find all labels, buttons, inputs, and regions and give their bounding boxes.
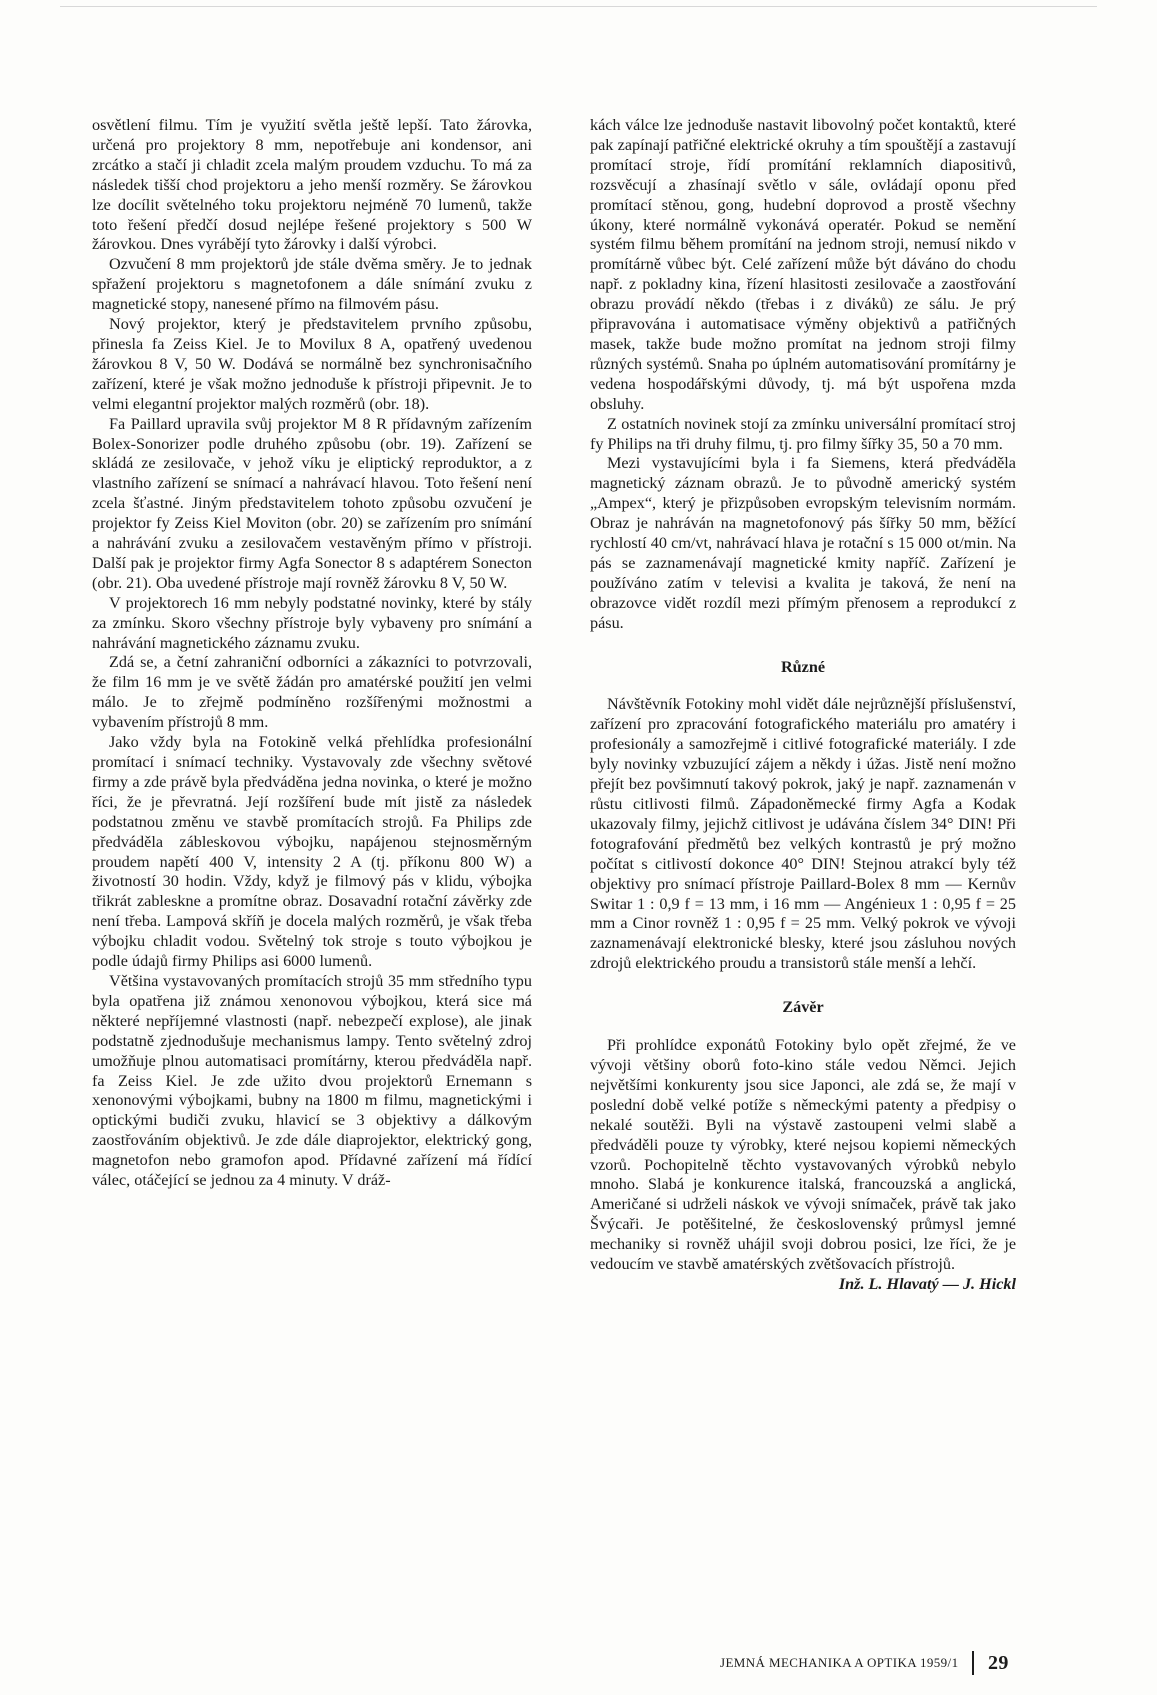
section-heading-zaver: Závěr (782, 998, 824, 1017)
paragraph: Fa Paillard upravila svůj projektor M 8 R přídavným zařízením Bolex-Sonorizer podle druhého způsobu (obr. 19). Zařízení se skládá ze zesilovače, v jehož víku je eliptický reproduktor, a z vlastního zařízení se snímací a nahrávací hlavou. Toto řešení není zcela šťastné. Jiným představitelem tohoto způsobu ozvučení je projektor fy Zeiss Kiel Moviton (obr. 20) se zařízením pro snímání a nahrávání zvuku a zesilovačem vestavěným přímo v přístroji. Další pak je projektor firmy Agfa Sonector 8 s adaptérem Sonecton (obr. 21). Oba uvedené přístroje mají rovněž žárovku 8 V, 50 W. (92, 414, 532, 592)
footer-divider (972, 1651, 974, 1675)
paragraph: Většina vystavovaných promítacích strojů 35 mm středního typu byla opatřena již známou xenonovou výbojkou, která sice má některé nepříjemné vlastnosti (např. nebezpečí explose), ale jinak podstatně zjednodušuje mechanismus lampy. Tento světelný zdroj umožňuje plnou automatisaci promítárny, kterou předváděla např. fa Zeiss Kiel. Je zde užito dvou projektorů Ernemann s xenonovými výbojkami, bubny na 1800 m filmu, magnetickými i optickými budiči zvuku, hlavicí se 3 objektivy a dálkovým zaostřováním objektivů. Je zde dále diaprojektor, elektrický gong, magnetofon nebo gramofon apod. Přídavné zařízení má řídící válec, otáčející se jednou za 4 minuty. V dráž- (92, 971, 532, 1190)
paragraph: osvětlení filmu. Tím je využití světla ještě lepší. Tato žárovka, určená pro projektory 8 mm, nepotřebuje ani kondensor, ani zrcátko a stačí ji chladit zcela malým proudem vzduchu. To má za následek tišší chod projektoru a jeho menší rozměry. Se žárovkou lze docílit světelného toku projektoru nejméně 70 lumenů, takže toto řešení předčí dosud nejlépe řešené projektory s 500 W žárovkou. Dnes vyrábějí tyto žárovky i další výrobci. (92, 116, 532, 254)
page-number: 29 (987, 1651, 1009, 1674)
paragraph: Zdá se, a četní zahraniční odborníci a zákazníci to potvrzovali, že film 16 mm je ve světě žádán pro amatérské použití jen velmi málo. Je to zřejmě podmíněno rozšířenými možnostmi a vybavením přístrojů 8 mm. (92, 653, 532, 732)
paragraph: Při prohlídce exponátů Fotokiny bylo opět zřejmé, že ve vývoji většiny oborů foto-kino stále vedou Němci. Jejich největšími konkurenty jsou sice Japonci, ale zdá se, že mají v poslední době velké potíže s německými patenty a předpisy o nekalé soutěži. Byli na výstavě zastoupeni velmi slabě a předváděli pouze ty výrobky, které nejsou kopiemi německých vzorů. Pochopitelně těchto vystavovaných výrobků nebylo mnoho. Slabá je konkurence italská, francouzská a anglická, Američané si udrželi náskok ve vývoji snímaček, právě tak jako Švýcaři. Je potěšitelné, že československý průmysl jemné mechaniky si rovněž uhájil svoji dobrou posici, lze říci, že je vedoucím ve stavbě amatérských zvětšovacích přístrojů. (590, 1036, 1016, 1274)
author-signature: Inž. L. Hlavatý — J. Hickl (838, 1274, 1016, 1293)
paragraph: Ozvučení 8 mm projektorů jde stále dvěma směry. Je to jednak spřažení projektoru s magnetofonem a dále snímání zvuku z magnetické stopy, nanesené přímo na filmovém pásu. (92, 255, 532, 314)
paragraph: Z ostatních novinek stojí za zmínku universální promítací stroj fy Philips na tři druhy filmu, tj. pro filmy šířky 35, 50 a 70 mm. (590, 414, 1016, 453)
paragraph: Jako vždy byla na Fotokině velká přehlídka profesionální promítací i snímací techniky. Vystavovaly zde všechny světové firmy a zde právě byla předváděna jedna novinka, o které je možno říci, že je převratná. Její rozšíření bude mít jistě za následek podstatnou změnu ve stavbě promítacích strojů. Fa Philips zde předváděla zábleskovou výbojku, napájenou stejnosměrným proudem napětí 400 V, intensity 2 A (tj. příkonu 800 W) a životností 30 hodin. Vždy, když je filmový pás v klidu, výbojka třikrát zableskne a promítne obraz. Dosavadní rotační závěrky zde není třeba. Lampová skříň je docela malých rozměrů, je však třeba výbojku chladit vodou. Světelný tok stroje s touto výbojkou je podle údajů firmy Philips asi 6000 lumenů. (92, 733, 532, 971)
journal-title: JEMNÁ MECHANIKA A OPTIKA 1959/1 (720, 1655, 959, 1670)
paragraph: kách válce lze jednoduše nastavit libovolný počet kontaktů, které pak zapínají patřičné elektrické okruhy a tím spouštějí a zastavují promítací stroje, řídí promítání reklamních diapositivů, rozsvěcují a zhasínají světlo v sále, ovládají oponu před promítací stěnou, gong, hudební doprovod a prostě všechny úkony, které normálně vykonává operatér. Pokud se nemění systém filmu během promítání na jednom stroji, nemusí nikdo v promítárně vůbec být. Celé zařízení může být dáváno do chodu např. z pokladny kina, řízení hlasitosti zesilovače a zaostřování obrazu provádí někdo (třebas i z diváků) ze sálu. Je prý připravována i automatisace výměny objektivů a patřičných masek, takže bude možno promítat na jednom stroji filmy různých systémů. Snaha po úplném automatisování promítárny je vedena hospodářskými důvody, tj. má být uspořena mzda obsluhy. (590, 116, 1016, 413)
paragraph: V projektorech 16 mm nebyly podstatné novinky, které by stály za zmínku. Skoro všechny přístroje byly vybaveny pro snímání a nahrávání magnetického záznamu zvuku. (92, 593, 532, 652)
top-rule (60, 6, 1097, 7)
page-footer (720, 1651, 1009, 1675)
paragraph: Nový projektor, který je představitelem prvního způsobu, přinesla fa Zeiss Kiel. Je to Movilux 8 A, opatřený uvedenou žárovkou 8 V, 50 W. Dodává se normálně bez synchronisačního zařízení, které je však možno jednoduše k přístroji připevnit. Je to velmi elegantní projektor malých rozměrů (obr. 18). (92, 315, 532, 413)
paragraph: Mezi vystavujícími byla i fa Siemens, která předváděla magnetický záznam obrazů. Je to původně americký systém „Ampex“, který je přizpůsoben evropským televisním normám. Obraz je nahráván na magnetofonový pás šířky 50 mm, běžící rychlostí 40 cm/vt, nahrávací hlava je rotační s 15 000 ot/min. Na pás se zaznamenávají magnetické kmity napříč. Zařízení je používáno zatím v televisi a kvalita je taková, že není na obrazovce vidět rozdíl mezi přímým přenosem a reprodukcí z pásu. (590, 454, 1016, 632)
left-column (92, 116, 532, 1191)
paragraph: Návštěvník Fotokiny mohl vidět dále nejrůznější příslušenství, zařízení pro zpracování fotografického materiálu pro amatéry i profesionály a samozřejmě i citlivé fotografické materiály. I zde byly novinky vzbuzující zájem a někdy i úžas. Jistě není možno přejít bez povšimnutí takový pokrok, jaký je např. zaznamenán v růstu citlivosti filmů. Západoněmecké firmy Agfa a Kodak ukazovaly filmy, jejichž citlivost je udávána číslem 34° DIN! Při fotografování předmětů bez velkých kontrastů je prý možno počítat s citlivostí dokonce 40° DIN! Stejnou atrakcí byly též objektivy pro snímací přístroje Paillard-Bolex 8 mm — Kernův Switar 1 : 0,9 f = 13 mm, i 16 mm — Angénieux 1 : 0,95 f = 25 mm a Cinor rovněž 1 : 0,95 f = 25 mm. Velký pokrok ve vývoji zaznamenávají elektronické blesky, které jsou zásluhou nových zdrojů elektrického proudu a transistorů stále menší a lehčí. (590, 695, 1016, 973)
section-heading-ruzne: Různé (780, 657, 826, 676)
right-column (590, 116, 1016, 1295)
